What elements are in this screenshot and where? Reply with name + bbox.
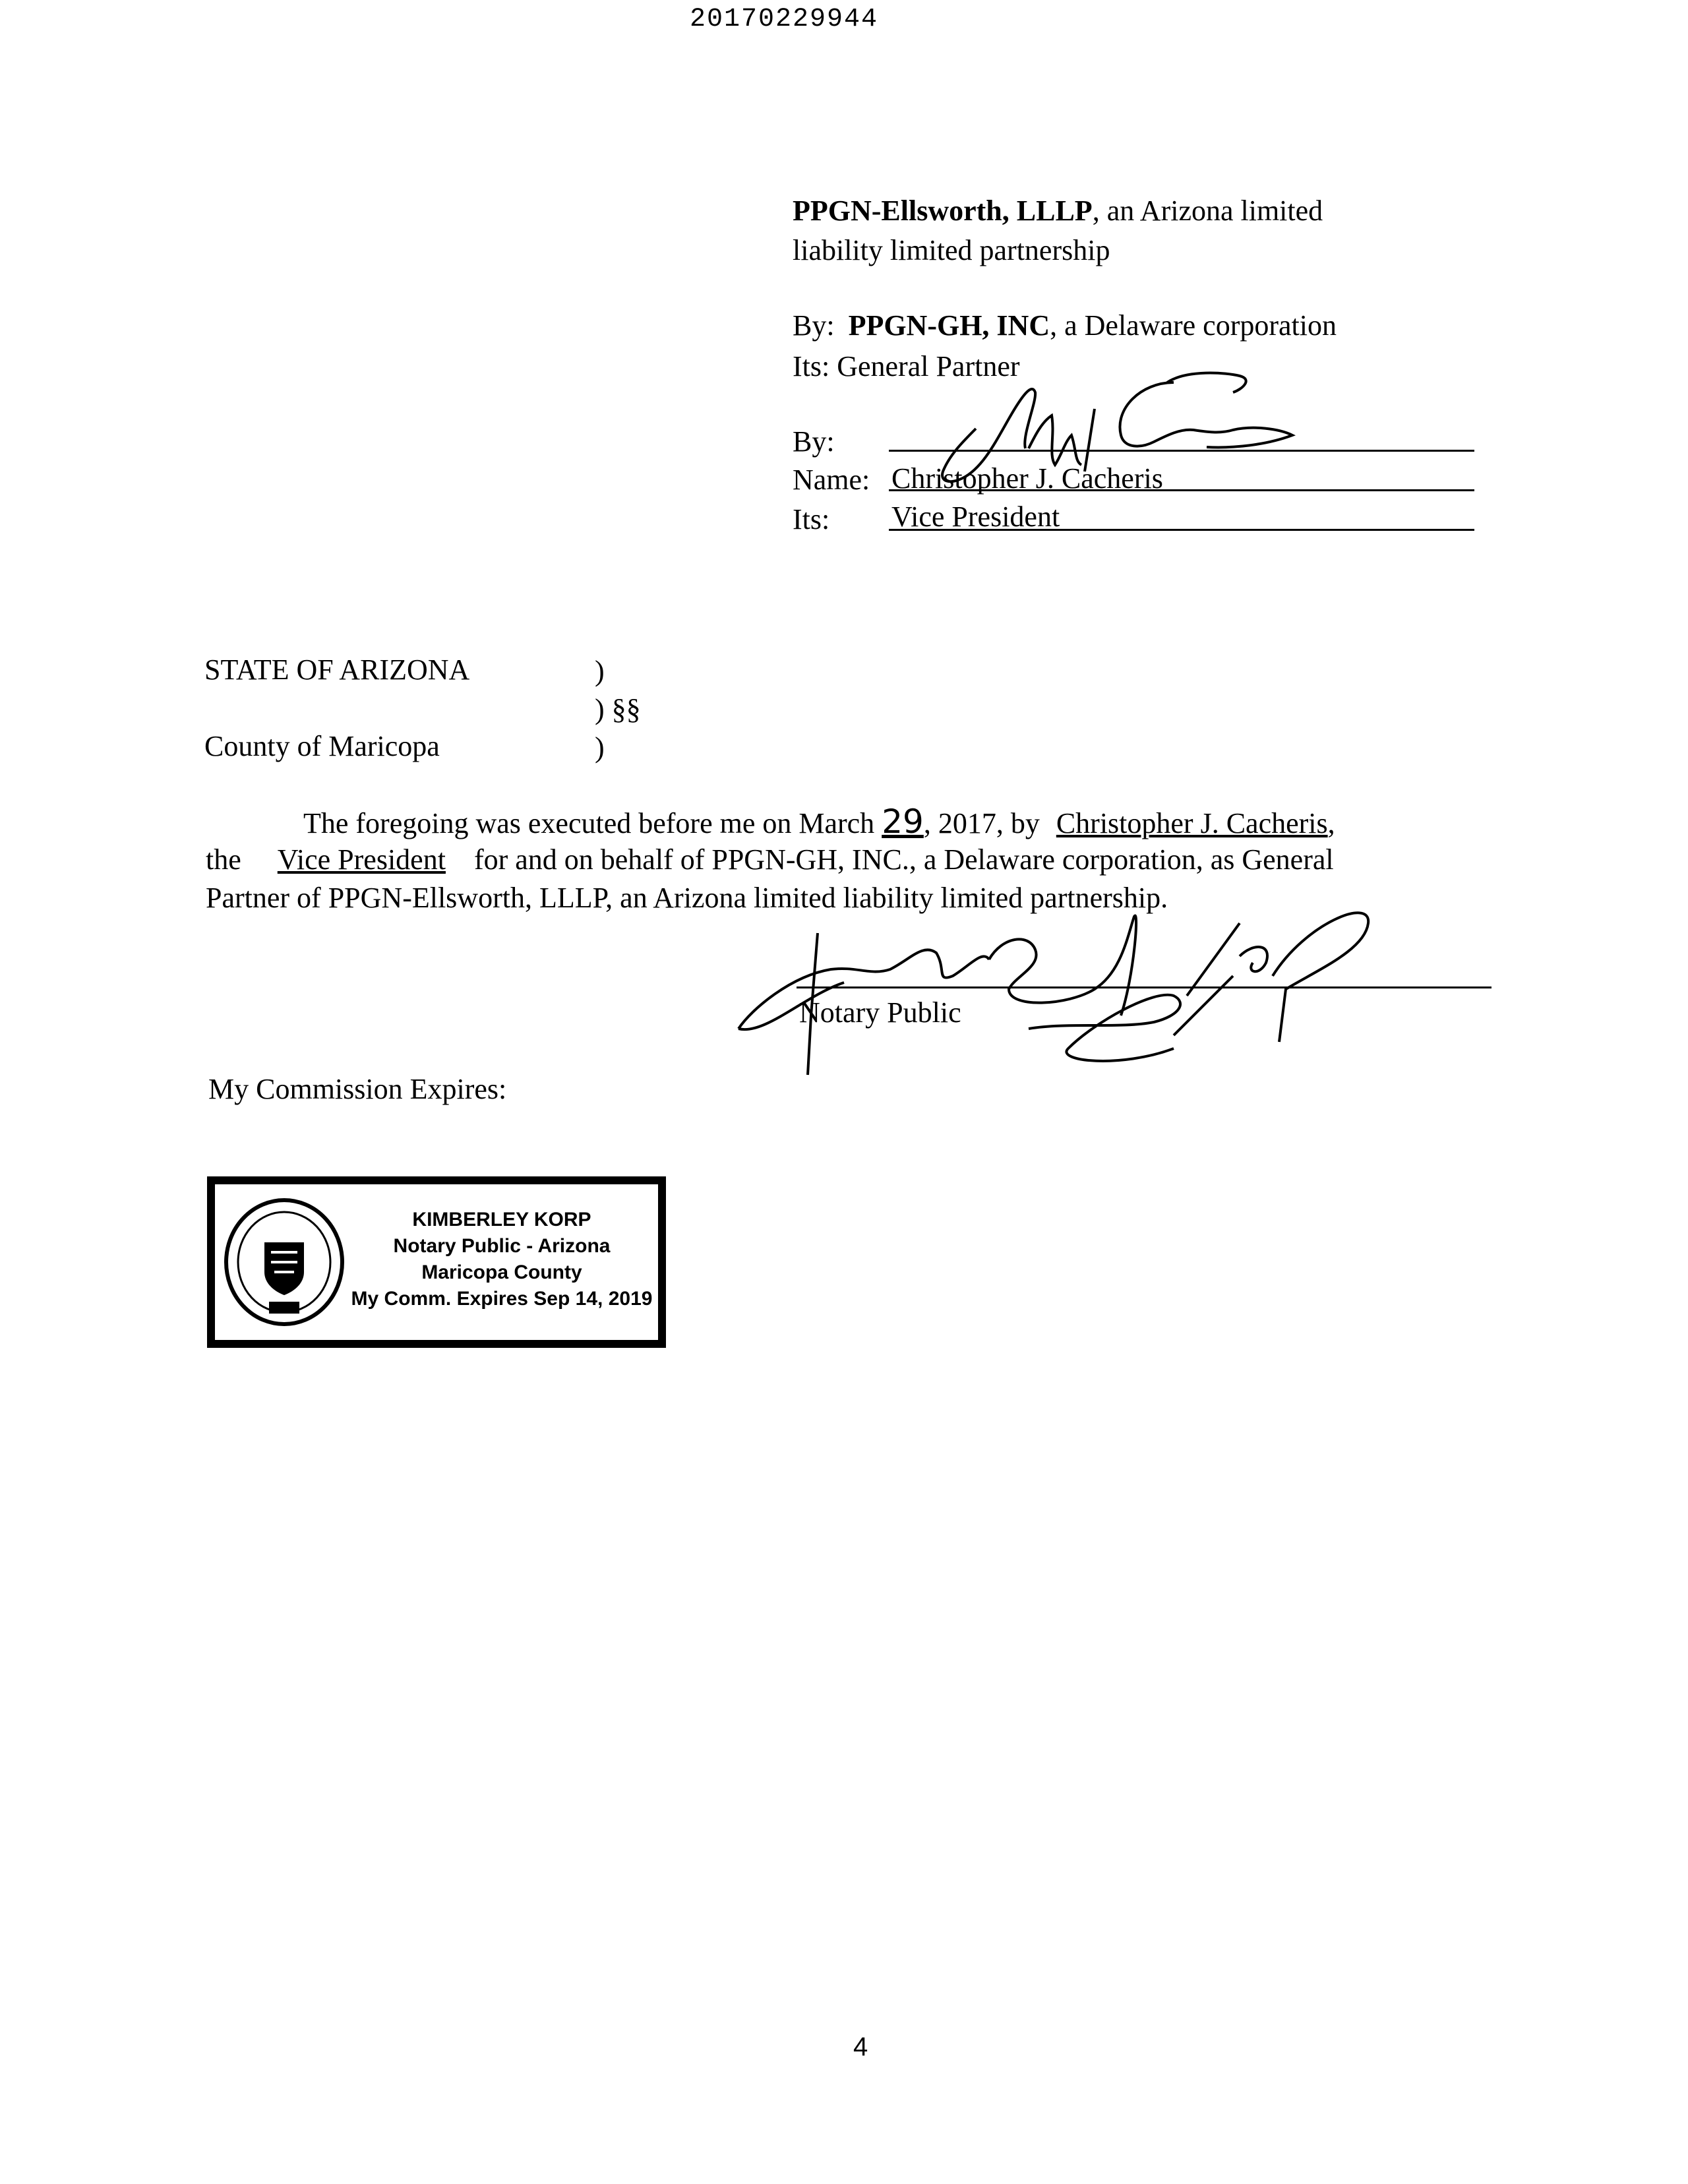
its-line — [889, 529, 1474, 531]
name-label: Name: — [793, 464, 870, 496]
ack-signer-name: Christopher J. Cacheris — [1056, 807, 1328, 839]
stamp-expiration: My Comm. Expires Sep 14, 2019 — [351, 1288, 653, 1310]
its-value: Vice President — [891, 501, 1060, 533]
ack-line-2 — [206, 841, 1334, 878]
entity-line-2: liability limited partnership — [793, 234, 1110, 266]
ack-line-1-c: , — [1327, 807, 1335, 839]
ack-line-1-a: The foregoing was executed before me on March — [303, 807, 875, 839]
ack-signer-title: Vice President — [277, 843, 446, 876]
name-value: Christopher J. Cacheris — [891, 462, 1163, 495]
ack-line-3: Partner of PPGN-Ellsworth, LLLP, an Arizona limited liability limited partnership. — [206, 882, 1168, 914]
entity-line-1 — [793, 193, 1323, 229]
recording-number: 20170229944 — [690, 5, 879, 34]
entity-name: PPGN-Ellsworth, LLLP — [793, 195, 1093, 227]
name-line — [889, 489, 1474, 491]
notary-label: Notary Public — [799, 996, 961, 1029]
signer-by-label: By: — [793, 425, 835, 458]
ack-line-1 — [303, 803, 1335, 842]
venue-paren-1: ) — [595, 655, 605, 687]
notary-stamp — [207, 1176, 666, 1348]
stamp-notary-title: Notary Public - Arizona — [393, 1235, 611, 1257]
entity-desc-1: , an Arizona limited — [1092, 195, 1323, 227]
state-seal-icon — [222, 1196, 347, 1328]
page-number: 4 — [853, 2032, 868, 2061]
its-general-partner: Its: General Partner — [793, 350, 1020, 382]
venue-paren-3: ) — [595, 731, 605, 764]
ack-date-day: 29 — [882, 803, 924, 841]
stamp-county: Maricopa County — [421, 1261, 582, 1283]
venue-paren-2: ) §§ — [595, 693, 641, 725]
by-entity-name: PPGN-GH, INC — [848, 309, 1050, 342]
by-entity-desc: , a Delaware corporation — [1050, 309, 1337, 342]
by-entity-line — [793, 307, 1337, 344]
stamp-notary-name: KIMBERLEY KORP — [412, 1209, 591, 1230]
signer-signature — [923, 356, 1319, 488]
its-label: Its: — [793, 503, 830, 535]
by-label: By: — [793, 309, 835, 342]
ack-line-2-a: the — [206, 843, 241, 876]
notary-signature — [725, 897, 1385, 1095]
ack-line-2-b: for and on behalf of PPGN-GH, INC., a Delaware corporation, as General — [473, 843, 1334, 876]
commission-expires-label: My Commission Expires: — [208, 1073, 507, 1105]
venue-county: County of Maricopa — [204, 730, 440, 762]
ack-line-1-b: , 2017, by — [923, 807, 1040, 839]
venue-state: STATE OF ARIZONA — [204, 653, 470, 686]
